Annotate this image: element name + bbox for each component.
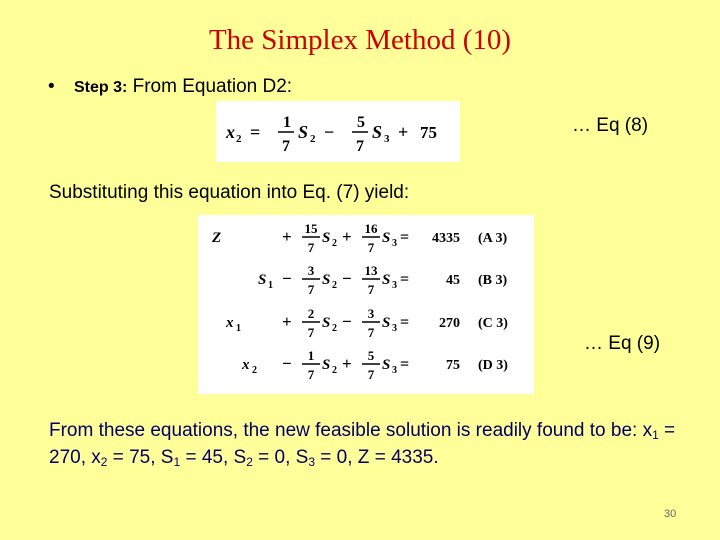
eq9-row-lead-sub: 2 bbox=[252, 365, 257, 376]
eq9-row-s3-sub: 3 bbox=[392, 323, 397, 334]
eq9-row-frac1-num: 15 bbox=[304, 221, 318, 236]
eq9-row-op2: − bbox=[342, 269, 352, 288]
eq8-frac2-den: 7 bbox=[356, 138, 364, 155]
eq8-lhs-var: x bbox=[226, 122, 235, 142]
eq9-row-lead: Z bbox=[212, 230, 222, 246]
result-part-1: From these equations, the new feasible solution is readily found to be: x bbox=[49, 420, 653, 441]
eq9-row-rhs: 45 bbox=[446, 273, 460, 288]
eq9-row-tag: (C 3) bbox=[478, 316, 508, 331]
eq9-row-equals: = bbox=[400, 271, 410, 288]
eq9-row-frac2-den: 7 bbox=[367, 240, 375, 255]
eq9-row-frac1-num: 2 bbox=[307, 306, 315, 321]
eq9-row-s2-sub: 2 bbox=[332, 280, 337, 291]
step-label: Step 3: bbox=[74, 79, 128, 96]
eq9-row-frac2-num: 13 bbox=[364, 263, 378, 278]
page-number: 30 bbox=[664, 508, 677, 520]
result-sub-s1: 1 bbox=[173, 455, 181, 469]
eq8-frac2-num: 5 bbox=[357, 114, 365, 131]
step-text: From Equation D2: bbox=[127, 76, 293, 97]
equation-system-9 bbox=[198, 215, 534, 394]
eq9-row-s3: S bbox=[382, 357, 391, 373]
eq9-row-frac2-num: 3 bbox=[367, 306, 375, 321]
eq8-lhs-sub: 2 bbox=[236, 133, 242, 145]
eq8-plus: + bbox=[398, 122, 409, 142]
eq9-row-tag: (B 3) bbox=[478, 273, 508, 288]
result-sub-s2: 2 bbox=[246, 455, 253, 469]
eq8-s3: S bbox=[372, 122, 383, 142]
eq9-row-s3-sub: 3 bbox=[392, 365, 397, 376]
eq9-row-lead: x bbox=[226, 315, 234, 331]
eq9-row-op2: + bbox=[342, 354, 352, 373]
eq8-minus: − bbox=[324, 122, 335, 142]
eq9-row-s2-sub: 2 bbox=[332, 238, 337, 249]
eq9-row-frac1-den: 7 bbox=[307, 240, 315, 255]
eq9-row-op1: + bbox=[282, 312, 292, 331]
result-part-4: = 45, S bbox=[180, 447, 247, 468]
eq9-row-op1: − bbox=[282, 354, 292, 373]
result-part-3: = 75, S bbox=[107, 447, 174, 468]
eq9-row-frac2-den: 7 bbox=[367, 325, 375, 340]
eq9-row-lead: S bbox=[258, 272, 267, 288]
eq9-row-op2: − bbox=[342, 312, 352, 331]
eq8-equals: = bbox=[250, 122, 261, 142]
eq9-row-equals: = bbox=[400, 229, 410, 246]
eq9-row-op1: − bbox=[282, 269, 292, 288]
eq9-row-frac1-num: 3 bbox=[307, 263, 315, 278]
substitution-text: Substituting this equation into Eq. (7) yield: bbox=[49, 182, 410, 203]
step-bullet bbox=[48, 76, 292, 98]
eq9-row-frac1-den: 7 bbox=[307, 367, 315, 382]
eq9-row-lead-sub: 1 bbox=[236, 323, 241, 334]
result-sub-x1: 1 bbox=[652, 428, 659, 442]
equation-8-image bbox=[216, 101, 460, 162]
eq9-row-s2: S bbox=[322, 272, 331, 288]
bullet-dot: • bbox=[48, 76, 55, 97]
eq9-row-s3: S bbox=[382, 315, 391, 331]
slide-title: The Simplex Method (10) bbox=[208, 24, 512, 56]
eq9-row-rhs: 75 bbox=[446, 358, 460, 373]
eq8-s3-sub: 3 bbox=[384, 133, 390, 145]
eq9-row-frac2-num: 16 bbox=[364, 221, 378, 236]
eq8-label: … Eq (8) bbox=[572, 115, 649, 136]
eq9-row-rhs: 4335 bbox=[432, 231, 460, 246]
eq9-row-s2-sub: 2 bbox=[332, 365, 337, 376]
eq9-row-rhs: 270 bbox=[439, 316, 460, 331]
eq9-row-frac2-den: 7 bbox=[367, 367, 375, 382]
eq8-s2-sub: 2 bbox=[310, 133, 316, 145]
eq9-row-s3-sub: 3 bbox=[392, 280, 397, 291]
eq9-row-s2: S bbox=[322, 230, 331, 246]
eq9-row-op2: + bbox=[342, 227, 352, 246]
eq8-constant: 75 bbox=[420, 123, 437, 142]
eq9-row-s3: S bbox=[382, 230, 391, 246]
eq9-row-tag: (A 3) bbox=[478, 231, 508, 246]
eq9-row-s2-sub: 2 bbox=[332, 323, 337, 334]
eq9-row-s2: S bbox=[322, 315, 331, 331]
eq9-row-frac1-den: 7 bbox=[307, 325, 315, 340]
result-part-6: = 0, Z = 4335. bbox=[315, 447, 439, 468]
equation-9-image bbox=[198, 215, 534, 394]
eq9-row-frac1-num: 1 bbox=[307, 348, 315, 363]
eq8-frac1-num: 1 bbox=[283, 114, 291, 131]
result-part-5: = 0, S bbox=[252, 447, 309, 468]
eq9-row-s3-sub: 3 bbox=[392, 238, 397, 249]
eq9-row-tag: (D 3) bbox=[478, 358, 508, 373]
eq9-row-equals: = bbox=[400, 314, 410, 331]
eq9-row-lead: x bbox=[242, 357, 250, 373]
eq8-frac1-den: 7 bbox=[282, 138, 290, 155]
eq9-row-frac2-num: 5 bbox=[367, 348, 375, 363]
result-part-2: = 270, x bbox=[49, 420, 676, 468]
eq9-row-s2: S bbox=[322, 357, 331, 373]
result-sub-x2: 2 bbox=[100, 455, 108, 469]
eq9-row-frac1-den: 7 bbox=[307, 282, 315, 297]
result-text bbox=[49, 417, 709, 471]
eq9-row-lead-sub: 1 bbox=[268, 280, 273, 291]
result-sub-s3: 3 bbox=[308, 455, 316, 469]
eq9-row-equals: = bbox=[400, 356, 410, 373]
eq9-row-s3: S bbox=[382, 272, 391, 288]
eq9-label: … Eq (9) bbox=[584, 333, 661, 354]
eq9-row-op1: + bbox=[282, 227, 292, 246]
eq8-s2: S bbox=[298, 122, 309, 142]
eq9-row-frac2-den: 7 bbox=[367, 282, 375, 297]
